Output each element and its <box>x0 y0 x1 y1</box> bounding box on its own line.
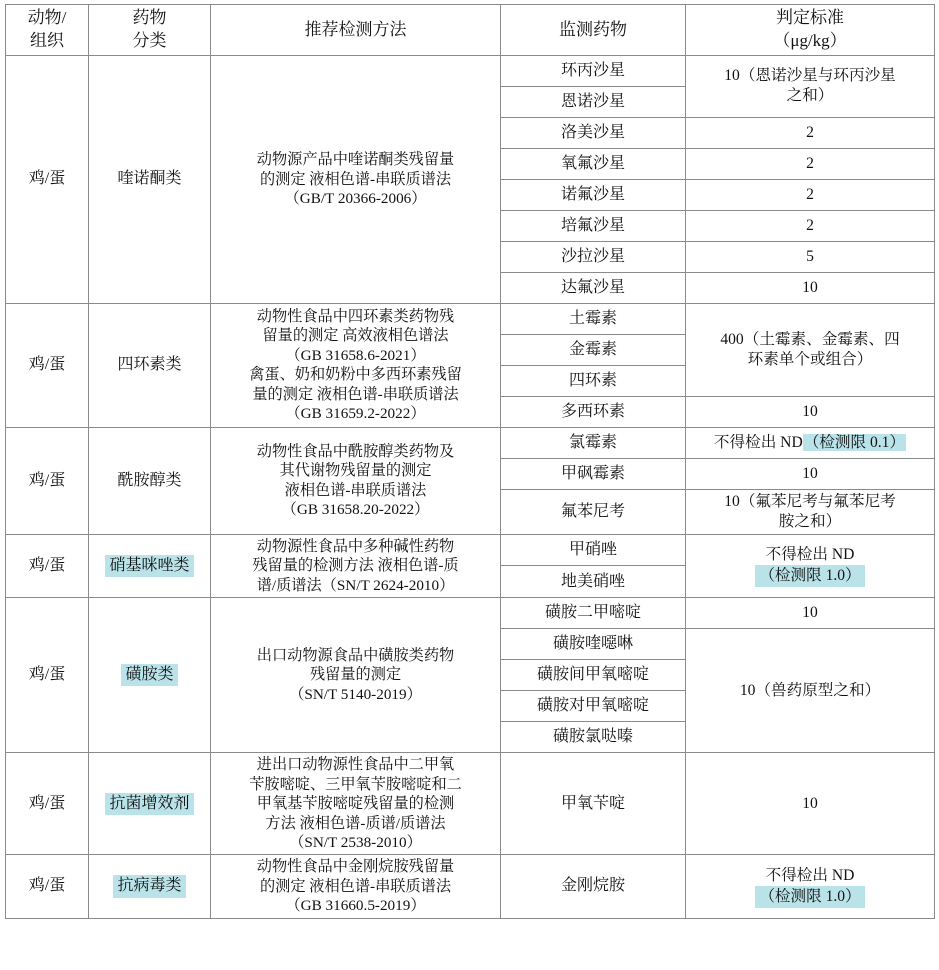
highlight-mark: 硝基咪唑类 <box>105 555 193 577</box>
text-line: 其代谢物残留量的测定 <box>279 462 432 480</box>
criterion-detection-limit <box>689 886 931 908</box>
header-drug-class <box>89 5 211 56</box>
cell-monitored-drug: 金刚烷胺 <box>501 855 686 918</box>
cell-monitored-drug: 达氟沙星 <box>501 272 686 303</box>
table-row <box>6 55 935 86</box>
text-line: 谱/质谱法（SN/T 2624-2010） <box>256 576 455 594</box>
cell-criterion <box>686 117 935 148</box>
cell-method <box>211 598 501 753</box>
cell-drug-class: 酰胺醇类 <box>89 427 211 534</box>
text-line: 2 <box>806 216 814 234</box>
text-line: 进出口动物源性食品中二甲氧 <box>256 756 455 774</box>
cell-monitored-drug: 恩诺沙星 <box>501 86 686 117</box>
text-line: （GB 31658.6-2021） <box>285 346 426 364</box>
header-animal-line2: 组织 <box>30 30 64 50</box>
text-line: 之和） <box>786 87 834 105</box>
highlight-mark: 磺胺类 <box>121 664 177 686</box>
cell-animal-tissue: 鸡/蛋 <box>6 427 89 534</box>
text-line: 10 <box>802 464 818 482</box>
drug-residue-table <box>5 4 935 919</box>
cell-monitored-drug: 甲砜霉素 <box>501 458 686 489</box>
text-line: 胺之和） <box>778 512 842 530</box>
cell-method <box>211 427 501 534</box>
table-row <box>6 303 935 334</box>
header-row <box>6 5 935 56</box>
cell-monitored-drug: 甲氧苄啶 <box>501 753 686 855</box>
cell-monitored-drug: 磺胺间甲氧嘧啶 <box>501 660 686 691</box>
text-line: 10 <box>802 794 818 812</box>
cell-animal-tissue: 鸡/蛋 <box>6 753 89 855</box>
cell-criterion <box>686 241 935 272</box>
text-line: （GB 31660.5-2019） <box>285 897 426 915</box>
cell-monitored-drug: 培氟沙星 <box>501 210 686 241</box>
cell-monitored-drug: 诺氟沙星 <box>501 179 686 210</box>
header-criterion-line1: 判定标准 <box>776 8 844 27</box>
cell-monitored-drug: 洛美沙星 <box>501 117 686 148</box>
cell-criterion <box>686 753 935 855</box>
text-line: 10 <box>802 604 818 622</box>
text-line: 2 <box>806 154 814 172</box>
text-line: 动物性食品中四环素类药物残 <box>256 308 455 326</box>
criterion-detection-limit: （检测限 0.1） <box>803 433 906 451</box>
highlight-mark: 抗病毒类 <box>113 875 185 897</box>
cell-criterion <box>686 598 935 629</box>
text-line: （SN/T 2538-2010） <box>289 833 422 851</box>
highlight-mark: （检测限 1.0） <box>755 886 864 908</box>
cell-criterion <box>686 458 935 489</box>
text-line: 5 <box>806 247 814 265</box>
text-line: 出口动物源食品中磺胺类药物 <box>256 646 455 664</box>
cell-monitored-drug: 沙拉沙星 <box>501 241 686 272</box>
cell-criterion <box>686 272 935 303</box>
cell-criterion <box>686 427 935 458</box>
header-animal-line1: 动物/ <box>27 8 67 27</box>
cell-criterion <box>686 55 935 117</box>
text-line: 残留量的测定 <box>309 666 402 684</box>
cell-animal-tissue: 鸡/蛋 <box>6 855 89 918</box>
text-line: 量的测定 液相色谱-串联质谱法 <box>252 385 459 403</box>
cell-monitored-drug: 氟苯尼考 <box>501 489 686 534</box>
cell-animal-tissue: 鸡/蛋 <box>6 303 89 427</box>
cell-monitored-drug: 环丙沙星 <box>501 55 686 86</box>
text-line: 苄胺嘧啶、三甲氧苄胺嘧啶和二 <box>249 775 462 793</box>
cell-criterion <box>686 855 935 918</box>
cell-method <box>211 753 501 855</box>
cell-criterion <box>686 396 935 427</box>
table-row <box>6 855 935 918</box>
cell-method <box>211 303 501 427</box>
criterion-detection-limit <box>689 565 931 587</box>
text-line: 方法 液相色谱-质谱/质谱法 <box>265 814 446 832</box>
cell-drug-class <box>89 753 211 855</box>
text-line: 2 <box>806 185 814 203</box>
text-line: 10（氟苯尼考与氟苯尼考 <box>724 492 896 510</box>
cell-drug-class <box>89 598 211 753</box>
text-line: 10（兽药原型之和） <box>739 681 881 699</box>
text-line: 动物源性食品中多种碱性药物 <box>256 537 455 555</box>
cell-criterion <box>686 489 935 534</box>
table-row <box>6 753 935 855</box>
cell-monitored-drug: 土霉素 <box>501 303 686 334</box>
table-row <box>6 598 935 629</box>
cell-monitored-drug: 四环素 <box>501 365 686 396</box>
header-monitored-drug: 监测药物 <box>501 5 686 56</box>
cell-drug-class <box>89 855 211 918</box>
cell-criterion <box>686 534 935 597</box>
text-line: 动物性食品中酰胺醇类药物及 <box>256 442 455 460</box>
cell-monitored-drug: 多西环素 <box>501 396 686 427</box>
cell-drug-class <box>89 534 211 597</box>
text-line: 动物性食品中金刚烷胺残留量 <box>256 858 455 876</box>
table-row <box>6 534 935 566</box>
text-line: 10 <box>802 278 818 296</box>
text-line: （GB 31659.2-2022） <box>285 405 426 423</box>
cell-criterion <box>686 629 935 753</box>
header-animal-tissue <box>6 5 89 56</box>
highlight-mark: （检测限 1.0） <box>755 565 864 587</box>
cell-criterion <box>686 179 935 210</box>
cell-criterion <box>686 148 935 179</box>
criterion-text: 不得检出 ND（检测限 0.1） <box>713 433 906 451</box>
text-line: 400（土霉素、金霉素、四 <box>720 330 900 348</box>
text-line: 液相色谱-串联质谱法 <box>284 481 427 499</box>
table-body <box>6 55 935 918</box>
text-line: 残留量的检测方法 液相色谱-质 <box>252 557 459 575</box>
text-line: （SN/T 5140-2019） <box>289 685 422 703</box>
text-line: 禽蛋、奶和奶粉中多西环素残留 <box>249 366 462 384</box>
cell-criterion <box>686 303 935 396</box>
header-method: 推荐检测方法 <box>211 5 501 56</box>
text-line: 10 <box>802 402 818 420</box>
header-drug-class-line1: 药物 <box>132 8 167 27</box>
cell-monitored-drug: 甲硝唑 <box>501 534 686 566</box>
table-header <box>6 5 935 56</box>
text-line: 留量的测定 高效液相色谱法 <box>262 327 449 345</box>
cell-drug-class: 四环素类 <box>89 303 211 427</box>
cell-monitored-drug: 氯霉素 <box>501 427 686 458</box>
text-line: 的测定 液相色谱-串联质谱法 <box>259 170 452 188</box>
cell-criterion <box>686 210 935 241</box>
cell-monitored-drug: 地美硝唑 <box>501 566 686 598</box>
cell-monitored-drug: 氧氟沙星 <box>501 148 686 179</box>
text-line: 动物源产品中喹诺酮类残留量 <box>256 151 455 169</box>
text-line: 环素单个或组合） <box>747 350 873 368</box>
cell-method <box>211 855 501 918</box>
cell-method <box>211 55 501 303</box>
text-line: （GB 31658.20-2022） <box>281 501 430 519</box>
cell-monitored-drug: 磺胺二甲嘧啶 <box>501 598 686 629</box>
cell-animal-tissue: 鸡/蛋 <box>6 55 89 303</box>
cell-monitored-drug: 磺胺对甲氧嘧啶 <box>501 691 686 722</box>
text-line: 2 <box>806 123 814 141</box>
cell-monitored-drug: 金霉素 <box>501 334 686 365</box>
header-criterion <box>686 5 935 56</box>
text-line: 10（恩诺沙星与环丙沙星 <box>724 67 896 85</box>
cell-monitored-drug: 磺胺喹噁啉 <box>501 629 686 660</box>
cell-monitored-drug: 磺胺氯哒嗪 <box>501 722 686 753</box>
highlight-mark: 抗菌增效剂 <box>105 793 193 815</box>
table-row <box>6 427 935 458</box>
cell-drug-class: 喹诺酮类 <box>89 55 211 303</box>
cell-animal-tissue: 鸡/蛋 <box>6 598 89 753</box>
text-line: 的测定 液相色谱-串联质谱法 <box>259 877 452 895</box>
criterion-text: 不得检出 ND <box>765 866 855 884</box>
cell-animal-tissue: 鸡/蛋 <box>6 534 89 597</box>
header-drug-class-line2: 分类 <box>132 30 167 50</box>
text-line: 甲氧基苄胺嘧啶残留量的检测 <box>256 795 455 813</box>
header-criterion-unit: （μg/kg） <box>773 30 847 50</box>
cell-method <box>211 534 501 597</box>
text-line: （GB/T 20366-2006） <box>284 190 427 208</box>
criterion-text: 不得检出 ND <box>765 546 855 563</box>
